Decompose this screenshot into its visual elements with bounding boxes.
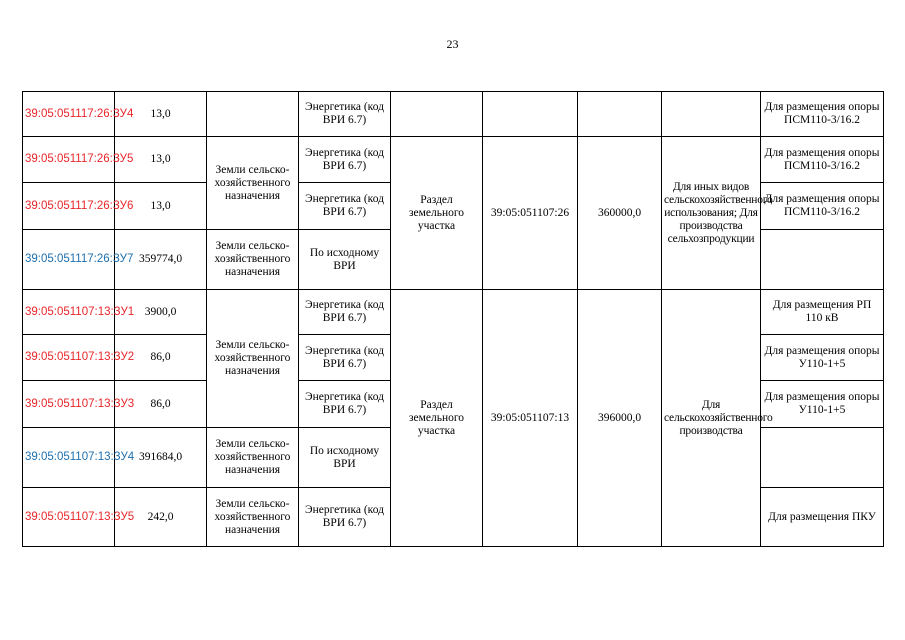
purpose: [761, 428, 884, 488]
permitted-use: Энергетика (код ВРИ 6.7): [299, 92, 391, 137]
parcel-area: 3900,0: [115, 290, 207, 335]
permitted-use: Энергетика (код ВРИ 6.7): [299, 183, 391, 230]
source-use: Для иных видов сельскохозяйственного использования; Для производства сельхозпродукции: [662, 137, 761, 290]
purpose: Для размещения опоры ПСМ110-3/16.2: [761, 92, 884, 137]
cadastral-number: 39:05:051107:13:ЗУ2: [23, 335, 115, 381]
land-category: Земли сельско-хозяйственного назначения: [207, 488, 299, 547]
permitted-use: Энергетика (код ВРИ 6.7): [299, 488, 391, 547]
reason: Раздел земельного участка: [391, 290, 483, 547]
parcel-area: 391684,0: [115, 428, 207, 488]
parcel-area: 86,0: [115, 335, 207, 381]
cadastral-number: 39:05:051107:13:ЗУ1: [23, 290, 115, 335]
source-parcel-cell: [483, 92, 578, 137]
parcel-area: 242,0: [115, 488, 207, 547]
source-area-cell: [578, 92, 662, 137]
permitted-use: По исходному ВРИ: [299, 230, 391, 290]
cadastral-number: 39:05:051107:13:ЗУ3: [23, 381, 115, 428]
table-row: [23, 92, 884, 137]
land-parcels-table: [22, 91, 884, 547]
permitted-use: Энергетика (код ВРИ 6.7): [299, 335, 391, 381]
cadastral-number: 39:05:051117:26:ЗУ6: [23, 183, 115, 230]
source-use-cell: [662, 92, 761, 137]
permitted-use: Энергетика (код ВРИ 6.7): [299, 137, 391, 183]
parcel-area: 13,0: [115, 183, 207, 230]
source-use: Для сельскохозяйственного производства: [662, 290, 761, 547]
parcel-area: 13,0: [115, 92, 207, 137]
reason-cell: [391, 92, 483, 137]
table-row: [23, 137, 884, 183]
source-area: 396000,0: [578, 290, 662, 547]
purpose: Для размещения опоры ПСМ110-3/16.2: [761, 183, 884, 230]
cadastral-number: 39:05:051107:13:ЗУ5: [23, 488, 115, 547]
table-row: [23, 290, 884, 335]
purpose: Для размещения опоры У110-1+5: [761, 381, 884, 428]
source-parcel: 39:05:051107:26: [483, 137, 578, 290]
land-category: [207, 92, 299, 137]
permitted-use: Энергетика (код ВРИ 6.7): [299, 381, 391, 428]
cadastral-number: 39:05:051117:26:ЗУ7: [23, 230, 115, 290]
reason: Раздел земельного участка: [391, 137, 483, 290]
permitted-use: Энергетика (код ВРИ 6.7): [299, 290, 391, 335]
land-category: Земли сельско-хозяйственного назначения: [207, 290, 299, 428]
purpose: Для размещения опоры ПСМ110-3/16.2: [761, 137, 884, 183]
purpose: Для размещения опоры У110-1+5: [761, 335, 884, 381]
cadastral-number: 39:05:051117:26:ЗУ5: [23, 137, 115, 183]
source-area: 360000,0: [578, 137, 662, 290]
parcel-area: 86,0: [115, 381, 207, 428]
purpose: Для размещения ПКУ: [761, 488, 884, 547]
land-category: Земли сельско-хозяйственного назначения: [207, 230, 299, 290]
land-category: Земли сельско-хозяйственного назначения: [207, 428, 299, 488]
parcel-area: 13,0: [115, 137, 207, 183]
purpose: [761, 230, 884, 290]
permitted-use: По исходному ВРИ: [299, 428, 391, 488]
source-parcel: 39:05:051107:13: [483, 290, 578, 547]
land-category: Земли сельско-хозяйственного назначения: [207, 137, 299, 230]
cadastral-number: 39:05:051117:26:ЗУ4: [23, 92, 115, 137]
page-number: 23: [446, 37, 459, 51]
purpose: Для размещения РП 110 кВ: [761, 290, 884, 335]
parcel-area: 359774,0: [115, 230, 207, 290]
cadastral-number: 39:05:051107:13:ЗУ4: [23, 428, 115, 488]
